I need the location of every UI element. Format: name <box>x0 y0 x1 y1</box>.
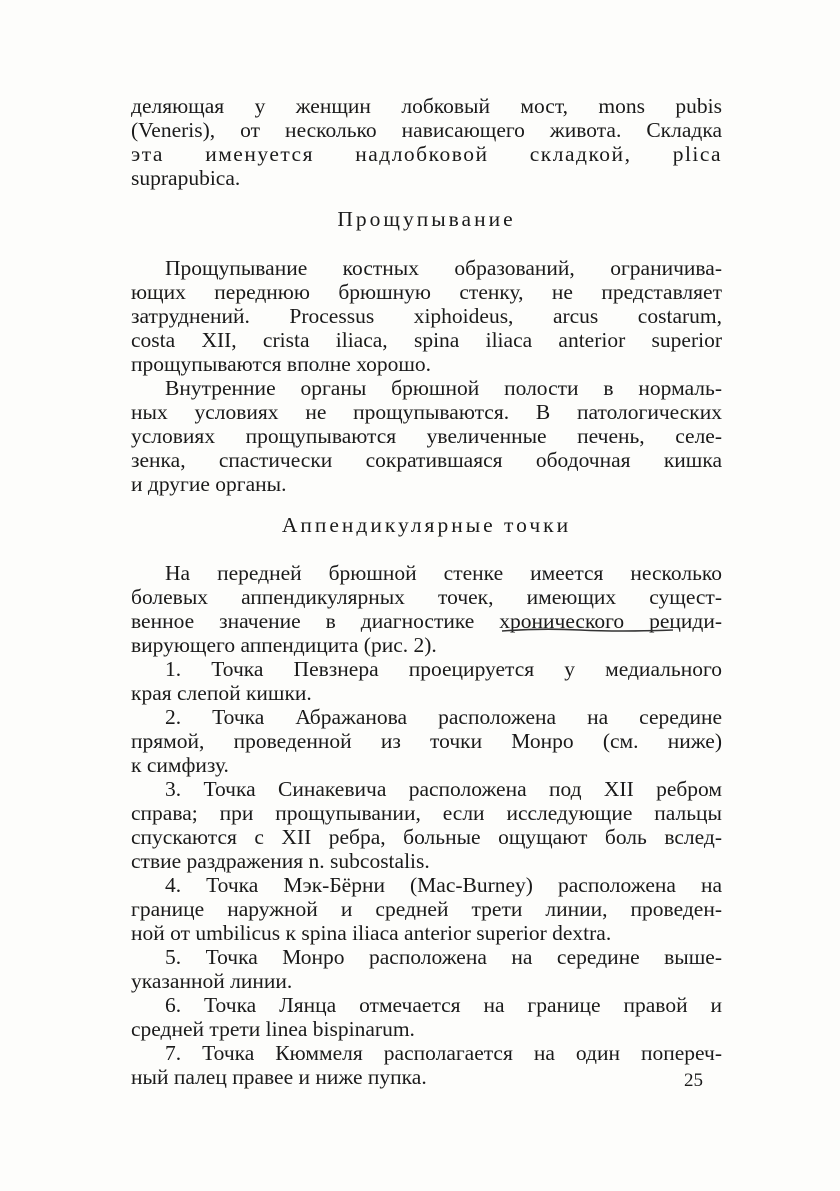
text-line: эта именуется надлобковой складкой, plica <box>131 142 722 166</box>
text-line: прощупываются вполне хорошо. <box>131 352 432 376</box>
list-item: 7. Точка Кюммеля располагается на один попереч- <box>165 1041 722 1065</box>
text-line: вирующего аппендицита (рис. 2). <box>131 633 437 657</box>
text-line: ющих переднюю брюшную стенку, не представляет <box>131 280 722 304</box>
list-item-continuation: спускаются с XII ребра, больные ощущают боль вслед- <box>131 825 722 849</box>
list-item: 5. Точка Монро расположена на середине выше- <box>165 945 722 969</box>
page-number: 25 <box>684 1070 703 1091</box>
section-heading-palpation: Прощупывание <box>337 207 516 231</box>
text-line: болевых аппендикулярных точек, имеющих сущест- <box>131 585 722 609</box>
list-item-continuation: средней трети linea bispinarum. <box>131 1017 415 1041</box>
text-line: деляющая у женщин лобковый мост, mons pubis <box>131 94 722 118</box>
list-item: 1. Точка Певзнера проецируется у медиального <box>165 657 722 681</box>
text-line: (Veneris), от несколько нависающего живота. Складка <box>131 118 722 142</box>
list-item-continuation: края слепой кишки. <box>131 681 312 705</box>
text-line: Прощупывание костных образований, ограничива- <box>165 256 722 280</box>
list-item-continuation: ной от umbilicus к spina iliaca anterior superior dextra. <box>131 921 612 945</box>
section-heading-appendicular-points: Аппендикулярные точки <box>281 513 572 537</box>
text-line: На передней брюшной стенке имеется несколько <box>165 561 722 585</box>
list-item-continuation: границе наружной и средней трети линии, проведен- <box>131 897 722 921</box>
text-line: suprapubica. <box>131 166 241 190</box>
list-item-continuation: ствие раздражения n. subcostalis. <box>131 849 430 873</box>
list-item-continuation: к симфизу. <box>131 753 229 777</box>
text-line: ных условиях не прощупываются. В патологических <box>131 400 722 424</box>
text-line: условиях прощупываются увеличенные печень, селе- <box>131 424 722 448</box>
list-item: 2. Точка Абражанова расположена на середине <box>165 705 722 729</box>
list-item-continuation: справа; при прощупывании, если исследующие пальцы <box>131 801 722 825</box>
text-line: затруднений. Processus xiphoideus, arcus costarum, <box>131 304 722 328</box>
text-line: costa XII, crista iliaca, spina iliaca anterior superior <box>131 328 722 352</box>
text-line: зенка, спастически сократившаяся ободочная кишка <box>131 448 722 472</box>
list-item: 3. Точка Синакевича расположена под XII ребром <box>165 777 722 801</box>
text-line: Внутренние органы брюшной полости в нормаль- <box>165 376 722 400</box>
list-item-continuation: прямой, проведенной из точки Монро (см. ниже) <box>131 729 722 753</box>
list-item: 4. Точка Мэк-Бёрни (Mac-Burney) расположена на <box>165 873 722 897</box>
list-item: 6. Точка Лянца отмечается на границе правой и <box>165 993 722 1017</box>
list-item-continuation: ный палец правее и ниже пупка. <box>131 1065 427 1089</box>
text-line: и другие органы. <box>131 472 287 496</box>
text-line: венное значение в диагностике хронического рециди- <box>131 609 722 633</box>
list-item-continuation: указанной линии. <box>131 969 293 993</box>
